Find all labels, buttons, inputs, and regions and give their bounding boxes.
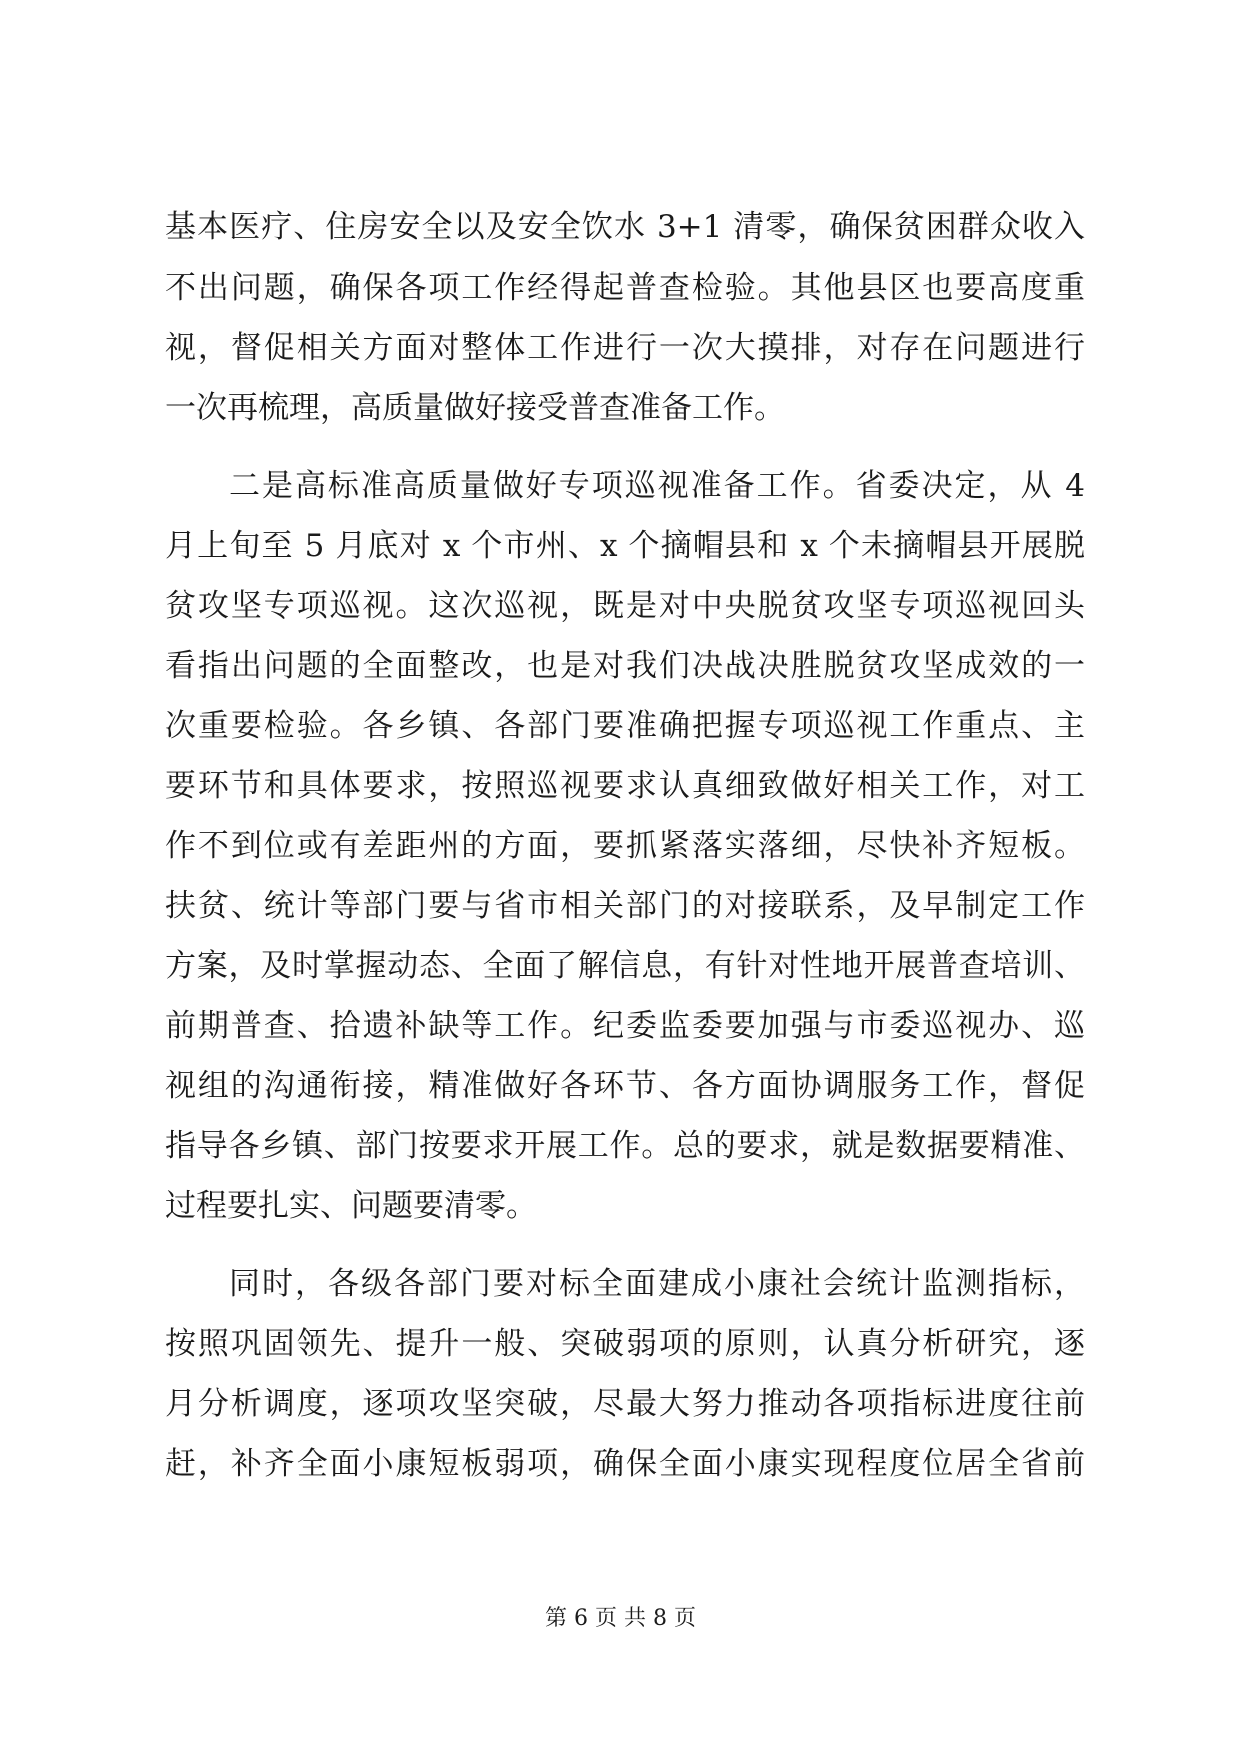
text-line: 前期普查、拾遗补缺等工作。纪委监委要加强与市委巡视办、巡 (165, 1008, 1085, 1044)
text-line: 月上旬至 5 月底对 x 个市州、x 个摘帽县和 x 个未摘帽县开展脱 (165, 528, 1085, 564)
text-line: 不出问题，确保各项工作经得起普查检验。其他县区也要高度重 (165, 270, 1085, 306)
text-line: 要环节和具体要求，按照巡视要求认真细致做好相关工作，对工 (165, 768, 1085, 804)
text-line: 次重要检验。各乡镇、各部门要准确把握专项巡视工作重点、主 (165, 708, 1085, 744)
text-line: 视，督促相关方面对整体工作进行一次大摸排，对存在问题进行 (165, 330, 1085, 366)
text-line: 贫攻坚专项巡视。这次巡视，既是对中央脱贫攻坚专项巡视回头 (165, 588, 1085, 624)
text-line: 看指出问题的全面整改，也是对我们决战决胜脱贫攻坚成效的一 (165, 648, 1085, 684)
text-line: 赶，补齐全面小康短板弱项，确保全面小康实现程度位居全省前 (165, 1446, 1085, 1482)
text-line: 过程要扎实、问题要清零。 (165, 1188, 537, 1224)
text-line: 二是高标准高质量做好专项巡视准备工作。省委决定，从 4 (229, 468, 1085, 504)
text-line: 方案，及时掌握动态、全面了解信息，有针对性地开展普查培训、 (165, 948, 1085, 984)
page-number-footer: 第 6 页 共 8 页 (545, 1606, 696, 1631)
text-line: 视组的沟通衔接，精准做好各环节、各方面协调服务工作，督促 (165, 1068, 1085, 1104)
text-line: 指导各乡镇、部门按要求开展工作。总的要求，就是数据要精准、 (165, 1128, 1085, 1164)
text-line: 一次再梳理，高质量做好接受普查准备工作。 (165, 390, 785, 426)
text-line: 同时，各级各部门要对标全面建成小康社会统计监测指标， (229, 1266, 1085, 1302)
text-line: 扶贫、统计等部门要与省市相关部门的对接联系，及早制定工作 (165, 888, 1085, 924)
text-line: 基本医疗、住房安全以及安全饮水 3+1 清零，确保贫困群众收入 (165, 209, 1085, 245)
text-line: 月分析调度，逐项攻坚突破，尽最大努力推动各项指标进度往前 (165, 1386, 1085, 1422)
text-line: 作不到位或有差距州的方面，要抓紧落实落细，尽快补齐短板。 (165, 828, 1085, 864)
text-line: 按照巩固领先、提升一般、突破弱项的原则，认真分析研究，逐 (165, 1326, 1085, 1362)
